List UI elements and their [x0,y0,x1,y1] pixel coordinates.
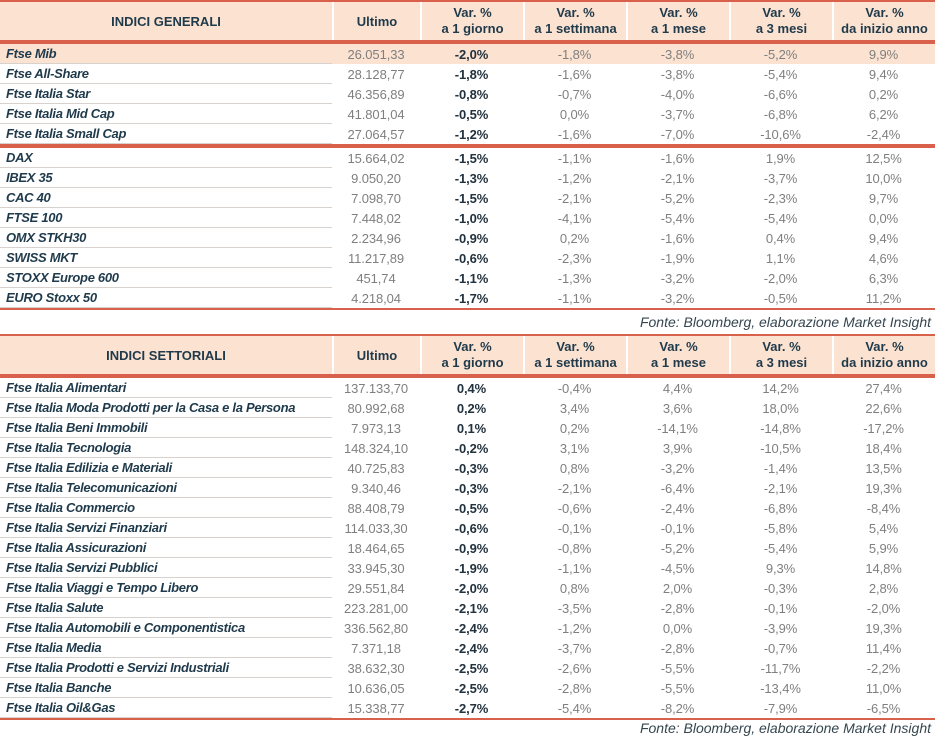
index-name: Ftse Italia Alimentari [0,378,332,398]
index-name: Ftse Mib [0,44,332,64]
var-3-months: -14,8% [760,420,801,436]
last-value: 29.551,84 [347,580,405,596]
var-1-week: -1,2% [557,620,592,636]
index-name: Ftse Italia Moda Prodotti per la Casa e la Persona [0,398,332,418]
var-1-day: -0,8% [454,86,489,102]
index-name: Ftse Italia Telecomunicazioni [0,478,332,498]
column-header-var-3-months [729,2,832,40]
var-1-month: -2,4% [660,500,695,516]
table-title: INDICI GENERALI [111,13,221,29]
indici-settoriali-table [0,334,935,736]
var-ytd: 0,2% [868,86,899,102]
var-1-week: -2,8% [557,680,592,696]
last-value: 26.051,33 [347,46,405,62]
var-ytd: 18,4% [865,440,902,456]
index-name: EURO Stoxx 50 [0,288,332,308]
var-1-week: -0,7% [557,86,592,102]
var-period: da inizio anno [841,21,928,36]
index-name: Ftse Italia Viaggi e Tempo Libero [0,578,332,598]
index-name: Ftse Italia Beni Immobili [0,418,332,438]
var-ytd: -2,0% [866,600,901,616]
var-1-week: -1,2% [557,170,592,186]
var-1-month: -5,4% [660,210,695,226]
index-name: Ftse Italia Edilizia e Materiali [0,458,332,478]
var-period: a 1 settimana [534,21,617,36]
index-name: Ftse Italia Tecnologia [0,438,332,458]
last-value: 114.033,30 [344,520,408,536]
var-1-month: 3,6% [662,400,693,416]
last-value: 15.664,02 [347,150,405,166]
var-1-week: -4,1% [557,210,592,226]
index-name: Ftse Italia Servizi Finanziari [0,518,332,538]
var-1-month: -1,9% [660,250,695,266]
var-ytd: 22,6% [865,400,902,416]
var-prefix: Var. % [453,339,492,354]
var-1-week: -1,8% [557,46,592,62]
var-3-months: -5,4% [763,66,798,82]
var-prefix: Var. % [762,5,801,20]
var-3-months: -3,9% [763,620,798,636]
var-1-month: -3,8% [660,66,695,82]
var-3-months: 18,0% [762,400,799,416]
column-header-var-1-month [626,336,729,374]
index-row [0,288,935,308]
index-row [0,104,935,124]
table-title: INDICI SETTORIALI [106,347,226,363]
var-period: a 1 settimana [534,355,617,370]
var-3-months: -13,4% [760,680,801,696]
index-row [0,558,935,578]
var-1-week: -2,1% [557,190,592,206]
index-row [0,228,935,248]
column-header-var-ytd [832,2,935,40]
var-1-month: -3,8% [660,46,695,62]
var-prefix: Var. % [865,5,904,20]
var-1-week: -1,1% [557,560,592,576]
last-value: 41.801,04 [347,106,405,122]
column-header-var-1-day [420,336,523,374]
index-row [0,378,935,398]
var-ytd: 13,5% [865,460,902,476]
last-value: 336.562,80 [343,620,409,636]
var-period: da inizio anno [841,355,928,370]
index-row [0,208,935,228]
column-header-var-1-day [420,2,523,40]
var-3-months: 9,3% [765,560,796,576]
var-1-week: -1,1% [557,290,592,306]
column-header-var-1-month [626,2,729,40]
index-row [0,498,935,518]
index-row [0,398,935,418]
index-name: Ftse Italia Banche [0,678,332,698]
var-1-week: 3,4% [559,400,590,416]
index-row [0,538,935,558]
var-prefix: Var. % [556,339,595,354]
var-1-month: -1,6% [660,150,695,166]
var-1-day: -0,5% [454,500,489,516]
index-row [0,478,935,498]
var-1-month: -2,1% [660,170,695,186]
var-ytd: 6,3% [868,270,899,286]
var-ytd: 10,0% [865,170,902,186]
var-3-months: -5,4% [763,210,798,226]
var-1-month: -3,2% [660,290,695,306]
last-value: 46.356,89 [347,86,405,102]
index-name: Ftse Italia Oil&Gas [0,698,332,718]
var-prefix: Var. % [659,5,698,20]
var-1-week: -1,1% [557,150,592,166]
var-1-day: -1,9% [454,560,489,576]
var-period: a 1 giorno [441,355,504,370]
var-1-month: -14,1% [657,420,698,436]
var-1-week: -2,3% [557,250,592,266]
var-1-day: -0,9% [454,230,489,246]
var-3-months: -5,4% [763,540,798,556]
var-3-months: -2,1% [763,480,798,496]
var-1-week: -2,1% [557,480,592,496]
var-1-week: -1,6% [557,66,592,82]
index-row [0,64,935,84]
var-1-week: -2,6% [557,660,592,676]
last-value: 9.340,46 [351,480,401,496]
var-prefix: Var. % [453,5,492,20]
index-name: Ftse Italia Media [0,638,332,658]
var-1-day: -2,0% [454,46,489,62]
var-3-months: 1,1% [765,250,796,266]
last-value: 15.338,77 [347,700,405,716]
var-ytd: 14,8% [865,560,902,576]
index-row [0,698,935,718]
var-1-week: 0,8% [559,580,590,596]
index-name: Ftse Italia Star [0,84,332,104]
index-row [0,678,935,698]
var-3-months: -0,5% [763,290,798,306]
var-1-month: -1,6% [660,230,695,246]
index-name: IBEX 35 [0,168,332,188]
italian-indices-group [0,44,935,144]
column-header-ultimo: Ultimo [332,2,420,40]
index-name: Ftse Italia Servizi Pubblici [0,558,332,578]
var-1-month: -3,2% [660,270,695,286]
index-name: FTSE 100 [0,208,332,228]
var-3-months: -10,5% [760,440,801,456]
index-name: DAX [0,148,332,168]
var-1-day: -0,9% [454,540,489,556]
index-row [0,618,935,638]
var-ytd: 19,3% [865,480,902,496]
var-1-week: -0,8% [557,540,592,556]
last-value: 9.050,20 [351,170,401,186]
last-value: 11.217,89 [348,250,404,266]
var-1-day: -0,6% [454,520,489,536]
last-value: 4.218,04 [351,290,401,306]
var-3-months: -6,6% [763,86,798,102]
var-ytd: 11,2% [865,290,902,306]
var-1-day: -1,2% [454,126,489,142]
var-1-week: -5,4% [557,700,592,716]
var-ytd: 0,0% [868,210,899,226]
last-value: 38.632,30 [347,660,405,676]
var-3-months: 0,4% [765,230,796,246]
column-header-ultimo: Ultimo [332,336,420,374]
var-3-months: -6,8% [763,500,798,516]
indici-settoriali-header [0,336,935,374]
var-1-month: -2,8% [660,600,695,616]
var-ytd: 2,8% [868,580,899,596]
source-note: Fonte: Bloomberg, elaborazione Market Insight [639,720,931,736]
var-1-month: -5,2% [660,540,695,556]
index-name: STOXX Europe 600 [0,268,332,288]
var-1-week: -3,5% [557,600,592,616]
index-row [0,458,935,478]
var-1-day: -2,1% [454,600,489,616]
international-indices-group [0,148,935,308]
var-1-month: -8,2% [660,700,695,716]
var-ytd: 11,0% [865,680,902,696]
last-value: 137.133,70 [343,380,409,396]
var-1-day: -0,3% [454,480,489,496]
index-name: Ftse Italia Mid Cap [0,104,332,124]
index-name: Ftse Italia Assicurazioni [0,538,332,558]
var-3-months: -6,8% [763,106,798,122]
index-name: CAC 40 [0,188,332,208]
var-period: a 1 mese [651,21,706,36]
var-1-day: 0,2% [456,400,487,416]
var-1-month: -2,8% [660,640,695,656]
last-value: 18.464,65 [347,540,405,556]
var-ytd: 19,3% [865,620,902,636]
index-row [0,188,935,208]
index-name: SWISS MKT [0,248,332,268]
var-1-month: -4,0% [660,86,695,102]
last-value: 7.098,70 [351,190,401,206]
var-3-months: -0,1% [763,600,798,616]
index-row [0,248,935,268]
var-1-month: -4,5% [660,560,695,576]
var-1-week: 3,1% [559,440,590,456]
sector-indices-group [0,378,935,718]
var-3-months: -2,3% [763,190,798,206]
var-3-months: -10,6% [760,126,801,142]
var-3-months: -7,9% [763,700,798,716]
var-1-day: -1,5% [454,150,489,166]
var-1-day: -2,0% [454,580,489,596]
column-header-var-3-months [729,336,832,374]
last-value: 223.281,00 [343,600,409,616]
var-1-month: 3,9% [662,440,693,456]
var-1-day: -1,8% [454,66,489,82]
last-value: 7.371,18 [351,640,401,656]
column-header-var-1-week [523,2,626,40]
var-ytd: 6,2% [868,106,899,122]
var-1-day: -0,6% [454,250,489,266]
var-1-day: -1,3% [454,170,489,186]
var-1-month: -5,5% [660,680,695,696]
var-1-week: 0,8% [559,460,590,476]
index-row [0,658,935,678]
var-ytd: -6,5% [866,700,901,716]
index-row [0,124,935,144]
last-value: 40.725,83 [347,460,405,476]
var-1-month: -3,2% [660,460,695,476]
last-value: 28.128,77 [347,66,405,82]
var-3-months: -0,7% [763,640,798,656]
var-1-month: 2,0% [662,580,693,596]
var-ytd: 11,4% [865,640,902,656]
indici-generali-table [0,0,935,334]
var-ytd: -8,4% [866,500,901,516]
var-ytd: 12,5% [865,150,902,166]
var-1-day: -0,5% [454,106,489,122]
column-header-var-ytd [832,336,935,374]
var-1-day: -0,2% [454,440,489,456]
index-name: Ftse Italia Commercio [0,498,332,518]
var-1-month: -6,4% [660,480,695,496]
var-1-week: 0,0% [559,106,590,122]
var-ytd: 5,9% [868,540,899,556]
var-period: a 1 mese [651,355,706,370]
var-1-week: 0,2% [559,230,590,246]
index-row [0,268,935,288]
index-row [0,418,935,438]
index-row [0,638,935,658]
var-1-day: -2,5% [454,660,489,676]
var-1-week: -0,6% [557,500,592,516]
var-ytd: 5,4% [868,520,899,536]
last-value: 80.992,68 [347,400,405,416]
var-ytd: -17,2% [863,420,904,436]
index-row [0,168,935,188]
var-ytd: -2,4% [866,126,901,142]
var-ytd: 9,4% [868,66,899,82]
var-period: a 3 mesi [755,355,808,370]
column-header-var-1-week [523,336,626,374]
index-row [0,44,935,64]
last-value: 33.945,30 [347,560,405,576]
var-ytd: 9,9% [868,46,899,62]
last-value: 88.408,79 [347,500,405,516]
var-1-day: -1,0% [454,210,489,226]
index-name: Ftse Italia Small Cap [0,124,332,144]
index-name: Ftse Italia Automobili e Componentistica [0,618,332,638]
var-1-week: -1,6% [557,126,592,142]
index-row [0,598,935,618]
var-1-day: -1,5% [454,190,489,206]
var-1-day: -2,7% [454,700,489,716]
var-1-day: -1,7% [454,290,489,306]
var-ytd: -2,2% [866,660,901,676]
index-name: Ftse All-Share [0,64,332,84]
var-ytd: 4,6% [868,250,899,266]
var-3-months: -3,7% [763,170,798,186]
var-1-month: 4,4% [662,380,693,396]
var-prefix: Var. % [556,5,595,20]
var-1-week: -1,3% [557,270,592,286]
last-value: 2.234,96 [351,230,401,246]
last-value: 148.324,10 [343,440,409,456]
var-3-months: 1,9% [765,150,796,166]
var-1-day: -1,1% [454,270,489,286]
last-value: 10.636,05 [347,680,405,696]
index-name: Ftse Italia Prodotti e Servizi Industriali [0,658,332,678]
var-1-month: -5,5% [660,660,695,676]
var-1-month: -7,0% [660,126,695,142]
index-row [0,148,935,168]
var-period: a 1 giorno [441,21,504,36]
var-3-months: -5,8% [763,520,798,536]
source-note: Fonte: Bloomberg, elaborazione Market Insight [639,314,931,330]
var-3-months: -0,3% [763,580,798,596]
var-1-month: 0,0% [662,620,693,636]
var-1-week: -3,7% [557,640,592,656]
var-1-day: 0,1% [456,420,487,436]
var-1-week: -0,1% [557,520,592,536]
var-3-months: 14,2% [762,380,799,396]
var-period: a 3 mesi [755,21,808,36]
var-1-month: -5,2% [660,190,695,206]
index-row [0,438,935,458]
var-1-month: -3,7% [660,106,695,122]
var-1-day: 0,4% [456,380,487,396]
last-value: 27.064,57 [347,126,405,142]
var-1-month: -0,1% [660,520,695,536]
var-3-months: -11,7% [760,660,801,676]
var-1-week: -0,4% [557,380,592,396]
last-value: 451,74 [356,270,396,286]
var-prefix: Var. % [865,339,904,354]
var-1-day: -2,5% [454,680,489,696]
var-prefix: Var. % [762,339,801,354]
index-row [0,578,935,598]
var-prefix: Var. % [659,339,698,354]
var-1-week: 0,2% [559,420,590,436]
last-value: 7.973,13 [351,420,401,436]
var-1-day: -2,4% [454,640,489,656]
var-3-months: -2,0% [763,270,798,286]
index-row [0,84,935,104]
index-name: Ftse Italia Salute [0,598,332,618]
indici-generali-header [0,2,935,40]
var-3-months: -1,4% [763,460,798,476]
var-ytd: 27,4% [865,380,902,396]
last-value: 7.448,02 [351,210,401,226]
var-1-day: -2,4% [454,620,489,636]
index-row [0,518,935,538]
var-3-months: -5,2% [763,46,798,62]
var-ytd: 9,4% [868,230,899,246]
index-name: OMX STKH30 [0,228,332,248]
var-1-day: -0,3% [454,460,489,476]
var-ytd: 9,7% [868,190,899,206]
